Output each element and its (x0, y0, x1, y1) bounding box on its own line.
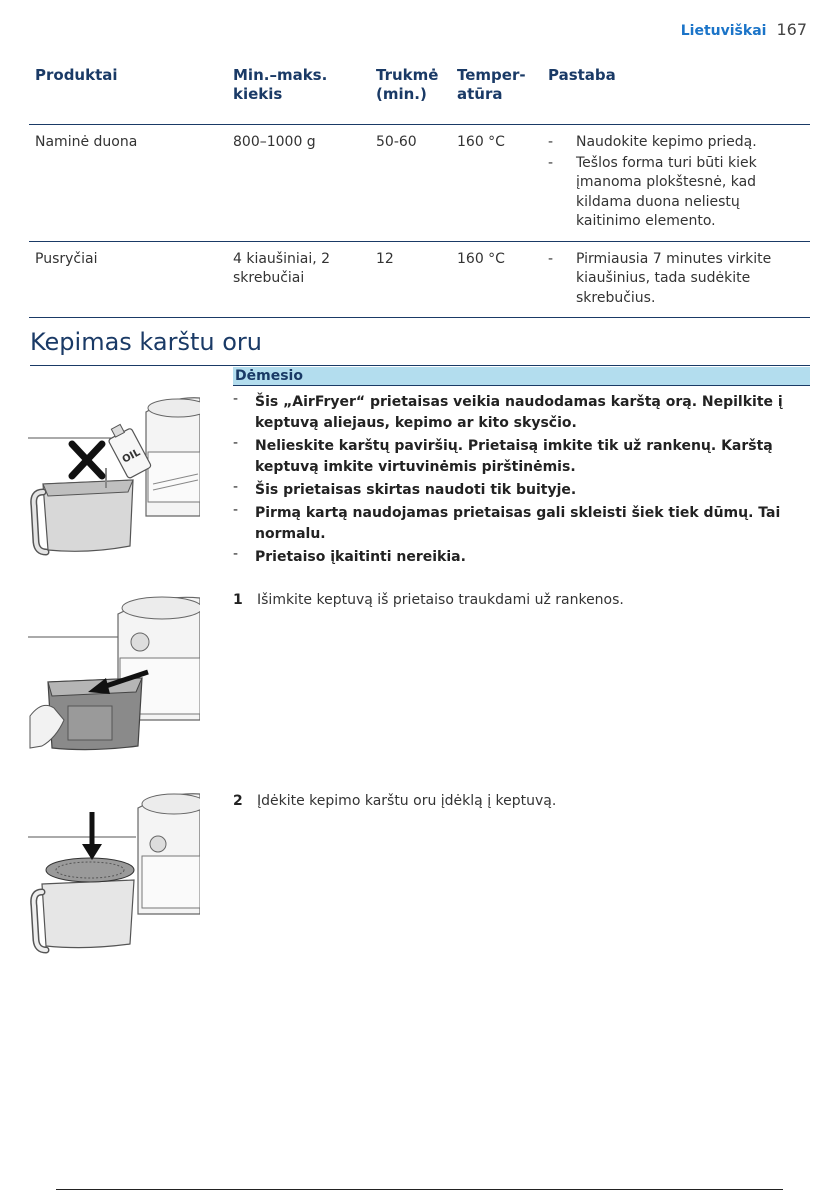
warning-item: - Pirmą kartą naudojamas prietaisas gali skleisti šiek tiek dūmų. Tai normalu. (233, 503, 810, 545)
step-number: 2 (233, 793, 243, 809)
notes-cell (542, 125, 810, 242)
page-number: 167 (776, 20, 807, 39)
step-text: Išimkite keptuvą iš prietaiso traukdami už rankenos. (257, 592, 624, 608)
section-title: Kepimas karštu oru (30, 328, 262, 356)
notes-cell (542, 241, 810, 318)
note-item: - Pirmiausia 7 minutes virkite kiaušinius, tada sudėkite skrebučius. (548, 250, 804, 309)
product-cell: Naminė duona (29, 125, 227, 242)
step-1 (233, 592, 624, 608)
no-oil-illustration (28, 392, 200, 564)
warning-item: - Prietaiso įkaitinti nereikia. (233, 547, 810, 568)
cooking-table (29, 66, 810, 318)
amount-cell: 800–1000 g (227, 125, 370, 242)
section-divider (30, 365, 810, 366)
warning-item: - Šis prietaisas skirtas naudoti tik buityje. (233, 480, 810, 501)
warning-item: - Šis „AirFryer“ prietaisas veikia naudodamas karštą orą. Nepilkite į keptuvą aliejaus, kepimo ar kito skysčio. (233, 392, 810, 434)
insert-tray-illustration (28, 784, 200, 960)
step-2 (233, 793, 556, 809)
column-header: Trukmė (min.) (370, 66, 451, 125)
step-text: Įdėkite kepimo karštu oru įdėklą į keptuvą. (257, 793, 557, 809)
pull-basket-illustration (28, 588, 200, 758)
note-item: - Naudokite kepimo priedą. (548, 133, 804, 153)
column-header: Temper-atūra (451, 66, 542, 125)
temperature-cell: 160 °C (451, 241, 542, 318)
temperature-cell: 160 °C (451, 125, 542, 242)
amount-cell: 4 kiaušiniai, 2 skrebučiai (227, 241, 370, 318)
note-item: - Tešlos forma turi būti kiek įmanoma plokštesnė, kad kildama duona neliestų kaitinimo elemento. (548, 154, 804, 232)
footer-rule (56, 1189, 783, 1190)
prohibited-icon (72, 444, 102, 476)
language-label: Lietuviškai (680, 23, 767, 39)
column-header: Pastaba (542, 66, 810, 125)
warning-box (233, 367, 810, 570)
warning-item: - Nelieskite karštų paviršių. Prietaisą imkite tik už rankenų. Karštą keptuvą imkite virtuvinėmis pirštinėmis. (233, 436, 810, 478)
column-header: Produktai (29, 66, 227, 125)
time-cell: 12 (370, 241, 451, 318)
table-row (29, 241, 810, 318)
page-header (681, 20, 807, 39)
column-header: Min.–maks. kiekis (227, 66, 370, 125)
oil-label: OIL (120, 447, 143, 466)
step-number: 1 (233, 592, 243, 608)
time-cell: 50-60 (370, 125, 451, 242)
product-cell: Pusryčiai (29, 241, 227, 318)
table-header-row (29, 66, 810, 125)
down-arrow-icon (82, 812, 102, 860)
table-row (29, 125, 810, 242)
warning-title: Dėmesio (233, 367, 810, 386)
